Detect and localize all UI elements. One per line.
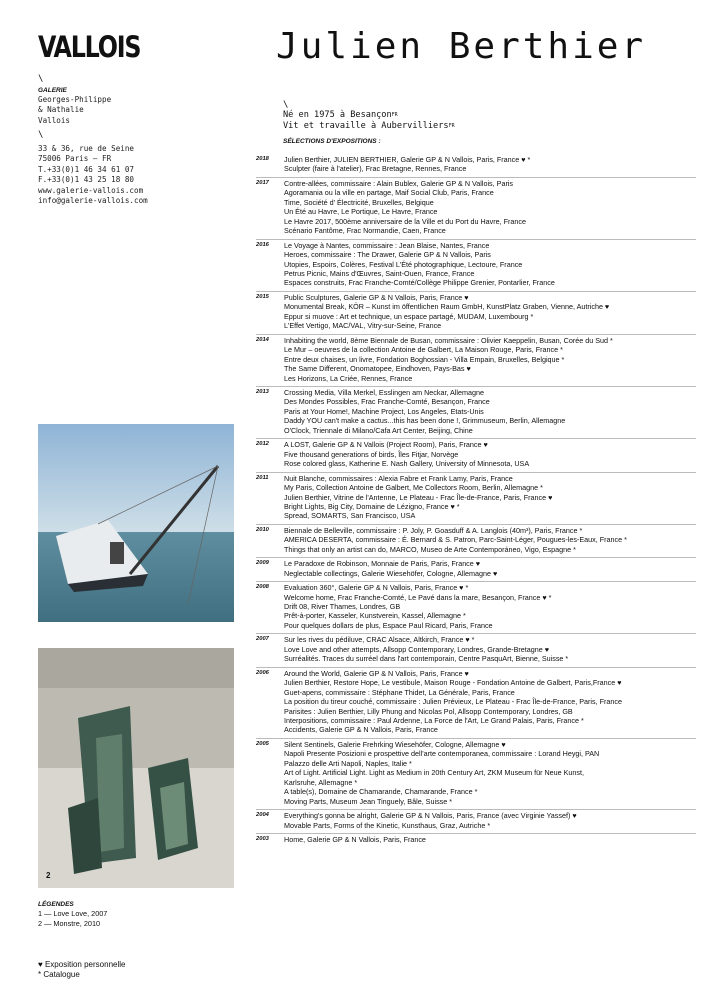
exhibition-entry: Julien Berthier, JULIEN BERTHIER, Galerie GP & N Vallois, Paris, France ♥ * <box>284 155 531 164</box>
exhibition-entry: Pour quelques dollars de plus, Espace Paul Ricard, Paris, France <box>284 620 493 630</box>
exhibition-entry: Napoli Presente Posizioni e prospettive dell'arte contemporanea, commissaire : Lorand Heygi, PAN <box>284 749 600 759</box>
year-section <box>256 667 696 738</box>
year-section <box>256 154 696 177</box>
exhibition-entry: Des Mondes Possibles, Frac Franche-Comté, Besançon, France <box>284 397 490 407</box>
exhibition-entry: Crossing Media, Villa Merkel, Esslingen am Neckar, Allemagne <box>284 387 485 397</box>
exhibition-entry: Guet-apens, commissaire : Stéphane Thidet, La Générale, Paris, France <box>284 687 515 697</box>
year-label: 2012 <box>256 441 269 448</box>
year-label: 2013 <box>256 388 269 395</box>
exhibition-entry: Utopies, Espoirs, Colères, Festival L'Été photographique, Lectoure, France <box>284 259 523 269</box>
exhibition-entry: A table(s), Domaine de Chamarande, Chamarande, France * <box>284 787 478 797</box>
exhibition-entry: Julien Berthier, Vitrine de l'Antenne, Le Plateau - Frac Île-de-France, Paris, France ♥ <box>284 492 553 502</box>
exhibition-entry: Entre deux chaises, un livre, Fondation Boghossian - Villa Empain, Bruxelles, Belgique * <box>284 354 565 364</box>
legend-label: LÉGENDES <box>38 901 74 908</box>
address-line: 33 & 36, rue de Seine <box>38 144 135 153</box>
exhibition-entry: Love Love and other attempts, Allsopp Contemporary, Londres, Grande-Bretagne ♥ <box>284 644 550 654</box>
photo-number: 2 <box>46 871 51 880</box>
phone-line: T.+33(0)1 46 34 61 07 <box>38 164 135 174</box>
year-label: 2018 <box>256 156 269 162</box>
fax-line: F.+33(0)1 43 25 18 80 <box>38 175 135 185</box>
selection-heading: SÉLECTIONS D'EXPOSITIONS : <box>283 138 381 145</box>
exhibition-entry: AMERICA DESERTA, commissaire : É. Bernard & S. Patron, Parc-Saint-Léger, Pougues-les-Eaux, France * <box>284 535 627 545</box>
year-label: 2010 <box>256 526 269 533</box>
year-section <box>256 581 696 633</box>
website-link[interactable]: www.galerie-vallois.com <box>38 185 144 195</box>
exhibition-entry: Surréalités. Traces du surréel dans l'art contemporain, Centre PasquArt, Bienne, Suisse * <box>284 654 569 664</box>
symbol-key <box>38 960 125 980</box>
exhibition-entry: Sur les rives du pédiluve, CRAC Alsace, Altkirch, France ♥ * <box>284 635 475 645</box>
exhibition-entry: Les Horizons, La Criée, Rennes, France <box>284 373 413 383</box>
legend-item: 2 — Monstre, 2010 <box>38 918 101 928</box>
artwork-photo-love-love <box>38 424 234 622</box>
exhibition-entry: Public Sculptures, Galerie GP & N Vallois, Paris, France ♥ <box>284 292 469 302</box>
year-label: 2009 <box>256 560 269 567</box>
residence-line: Vit et travaille à Aubervilliers <box>283 121 449 131</box>
tick-mark-3: \ <box>283 100 289 110</box>
year-section <box>256 472 696 524</box>
address-line: 75006 Paris — FR <box>38 154 112 164</box>
exhibition-entry: Things that only an artist can do, MARCO, Museo de Arte Contemporáneo, Vigo, Espagne * <box>284 544 576 554</box>
year-section <box>256 524 696 557</box>
year-label: 2014 <box>256 336 269 343</box>
exhibition-entry: Un Été au Havre, Le Portique, Le Havre, France <box>284 207 438 217</box>
exhibition-entry: Parisites : Julien Berthier, Lilly Phung and Nicolas Pol, Allsopp Contemporary, Londres, GB <box>284 706 573 716</box>
year-label: 2015 <box>256 293 269 300</box>
exhibition-entry: My Paris, Collection Antoine de Galbert, Me Collectors Room, Berlin, Allemagne * <box>284 483 543 493</box>
exhibition-entry: Daddy YOU can't make a cactus...this has been done !, Grimmuseum, Berlin, Allemagne <box>284 416 566 426</box>
gallery-line: Vallois <box>38 115 71 125</box>
artist-name-title: Julien Berthier <box>276 26 647 67</box>
key-item-catalogue: * Catalogue <box>38 970 80 979</box>
exhibition-entry: Paris at Your Home!, Machine Project, Los Angeles, Etats-Unis <box>284 406 484 416</box>
year-label: 2016 <box>256 241 269 248</box>
year-section <box>256 738 696 809</box>
exhibition-entry: Prêt-à-porter, Kasseler, Kunstverein, Kassel, Allemagne * <box>284 611 466 621</box>
year-label: 2007 <box>256 636 269 643</box>
exhibition-entry: Spread, SOMARTS, San Francisco, USA <box>284 511 416 521</box>
exhibition-entry: Home, Galerie GP & N Vallois, Paris, France <box>284 835 426 844</box>
exhibition-entry: O'Clock, Triennale di Milano/Cafa Art Center, Beijing, Chine <box>284 425 473 435</box>
exhibition-entry: Agoramania ou la ville en partage, Maif Social Club, Paris, France <box>284 188 494 198</box>
exhibition-entry: Art of Light. Artificial Light. Light as Medium in 20th Century Art, ZKM Museum für Neue Kunst, <box>284 768 585 778</box>
exhibition-entry: Sculpter (faire à l'atelier), Frac Bretagne, Rennes, France <box>284 164 467 174</box>
year-label: 2003 <box>256 836 269 842</box>
exhibition-entry: Le Paradoxe de Robinson, Monnaie de Paris, Paris, France ♥ <box>284 559 481 569</box>
year-label: 2008 <box>256 584 269 591</box>
year-section <box>256 809 696 833</box>
exhibition-entry: Le Mur – oeuvres de la collection Antoine de Galbert, La Maison Rouge, Paris, France * <box>284 345 563 355</box>
exhibition-entry: Welcome home, Frac Franche-Comté, Le Pavé dans la mare, Besançon, France ♥ * <box>284 592 552 602</box>
exhibition-entry: Contre-allées, commissaire : Alain Bublex, Galerie GP & N Vallois, Paris <box>284 178 514 188</box>
exhibition-entry: La position du tireur couché, commissaire : Julien Prévieux, Le Plateau - Frac Île-de-France, Paris, France <box>284 697 622 707</box>
year-label: 2017 <box>256 179 269 186</box>
year-section <box>256 177 696 239</box>
exhibition-entry: Time, Société d' Électricité, Bruxelles, Belgique <box>284 197 434 207</box>
exhibition-entry: Heroes, commissaire : The Drawer, Galerie GP & N Vallois, Paris <box>284 250 491 260</box>
year-section <box>256 438 696 471</box>
exhibition-entry: Le Voyage à Nantes, commissaire : Jean Blaise, Nantes, France <box>284 240 490 250</box>
exhibition-entry: Accidents, Galerie GP & N Vallois, Paris, France <box>284 725 438 735</box>
year-section <box>256 386 696 438</box>
exhibition-entry: Le Havre 2017, 500ème anniversaire de la Ville et du Port du Havre, France <box>284 216 526 226</box>
exhibition-entry: Bright Lights, Big City, Domaine de Lézigno, France ♥ * <box>284 501 460 511</box>
gallery-line: Georges-Philippe <box>38 95 112 104</box>
legend-item: 1 — Love Love, 2007 <box>38 909 108 918</box>
exhibition-entry: Everything's gonna be alright, Galerie GP & N Vallois, Paris, France (avec Virginie Yassef) ♥ <box>284 811 577 821</box>
bio-block <box>283 110 455 132</box>
exhibition-entry: Biennale de Belleville, commissaire : P. Joly, P. Goasduff & A. Langlois (40m³), Paris, France * <box>284 525 583 535</box>
year-section <box>256 239 696 291</box>
exhibition-entry: Movable Parts, Forms of the Kinetic, Kunsthaus, Graz, Autriche * <box>284 820 491 830</box>
email-link[interactable]: info@galerie-vallois.com <box>38 196 148 206</box>
year-section <box>256 833 696 847</box>
tick-mark-2: \ <box>38 130 44 140</box>
exhibition-list <box>256 154 696 847</box>
exhibition-entry: Julien Berthier, Restore Hope, Le vestibule, Maison Rouge - Fondation Antoine de Galbert, Paris,France ♥ <box>284 678 622 688</box>
birth-line: Né en 1975 à Besançon <box>283 110 392 120</box>
exhibition-entry: Karlsruhe, Allemagne * <box>284 777 358 787</box>
exhibition-entry: Scénario Fantôme, Frac Normandie, Caen, France <box>284 226 446 236</box>
exhibition-entry: L'Effet Vertigo, MAC/VAL, Vitry-sur-Seine, France <box>284 321 442 331</box>
exhibition-entry: Eppur si muove : Art et technique, un espace partagé, MUDAM, Luxembourg * <box>284 311 534 321</box>
exhibition-entry: Rose colored glass, Katherine E. Nash Gallery, University of Minnesota, USA <box>284 459 530 469</box>
exhibition-entry: Evaluation 360°, Galerie GP & N Vallois, Paris, France ♥ * <box>284 583 469 593</box>
year-section <box>256 334 696 386</box>
year-label: 2006 <box>256 669 269 676</box>
year-label: 2005 <box>256 740 269 747</box>
exhibition-entry: Espaces construits, Frac Franche-Comté/Collège Philippe Grenier, Pontarlier, France <box>284 278 555 288</box>
exhibition-entry: Moving Parts, Museum Jean Tinguely, Bâle, Suisse * <box>284 796 453 806</box>
exhibition-entry: Five thousand generations of birds, Îles Fitjar, Norvège <box>284 449 459 459</box>
exhibition-entry: Around the World, Galerie GP & N Vallois, Paris, France ♥ <box>284 668 469 678</box>
key-item-solo-show: ♥ Exposition personnelle <box>38 960 126 969</box>
exhibition-entry: Silent Sentinels, Galerie Frehrking Wiesehöfer, Cologne, Allemagne ♥ <box>284 739 506 749</box>
exhibition-entry: Palazzo delle Arti Napoli, Naples, Italie * <box>284 758 412 768</box>
exhibition-entry: Interpositions, commissaire : Paul Ardenne, La Force de l'Art, Le Grand Palais, Paris, France * <box>284 716 584 726</box>
exhibition-entry: Petrus Picnic, Mains d'Œuvres, Saint-Ouen, France, France <box>284 268 475 278</box>
country-code: FR <box>391 112 398 118</box>
gallery-block <box>38 86 111 126</box>
exhibition-entry: Neglectable collectings, Galerie Wiesehöfer, Cologne, Allemagne ♥ <box>284 568 498 578</box>
exhibition-entry: Drift 08, River Thames, Londres, GB <box>284 602 401 612</box>
exhibition-entry: Inhabiting the world, 8ème Biennale de Busan, commissaire : Olivier Kaeppelin, Busan, Corée du Sud * <box>284 335 613 345</box>
exhibition-entry: A LOST, Galerie GP & N Vallois (Project Room), Paris, France ♥ <box>284 440 488 450</box>
country-code: FR <box>448 123 455 129</box>
year-section <box>256 557 696 581</box>
year-section <box>256 633 696 666</box>
exhibition-entry: The Same Different, Onomatopee, Eindhoven, Pays-Bas ♥ <box>284 364 471 374</box>
gallery-logo: VALLOIS <box>38 30 141 64</box>
year-label: 2011 <box>256 474 269 481</box>
exhibition-entry: Nuit Blanche, commissaires : Alexia Fabre et Frank Lamy, Paris, France <box>284 473 513 483</box>
tick-mark-1: \ <box>38 74 44 84</box>
address-block <box>38 144 148 206</box>
exhibition-entry: Monumental Break, KÖR – Kunst im öffentlichen Raum GmbH, KunstPlatz Graben, Vienne, Autriche ♥ <box>284 302 610 312</box>
legend-block <box>38 900 107 928</box>
artwork-photo-monstre <box>38 648 234 888</box>
gallery-line: & Nathalie <box>38 105 84 115</box>
year-section <box>256 291 696 334</box>
gallery-label: GALERIE <box>38 87 67 94</box>
year-label: 2004 <box>256 812 269 819</box>
